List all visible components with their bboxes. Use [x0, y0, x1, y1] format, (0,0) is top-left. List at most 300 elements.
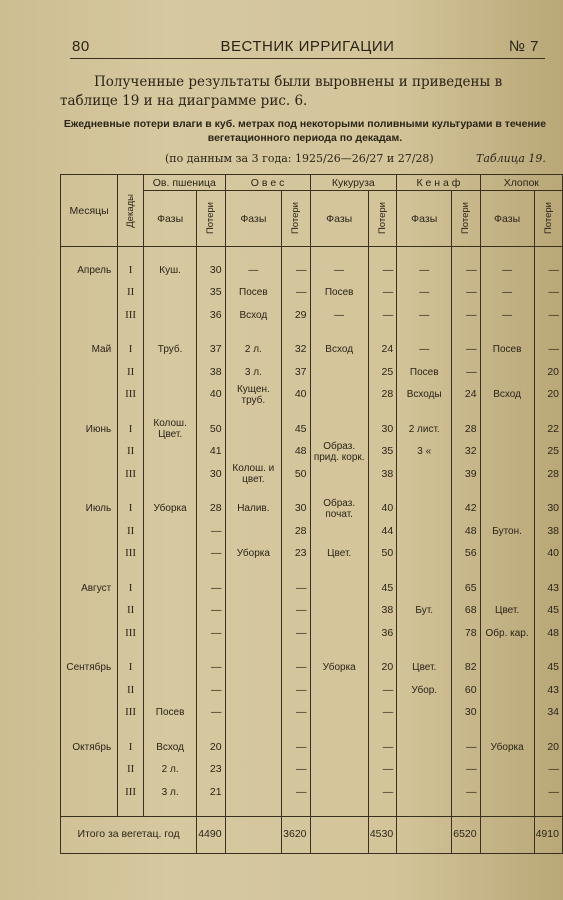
phase-cell: 2 л.	[144, 759, 197, 782]
loss-cell: 28	[282, 520, 310, 543]
phase-cell	[397, 736, 452, 759]
decade-cell: III	[118, 622, 144, 645]
loss-cell: 23	[197, 759, 225, 782]
table-label: Таблица 19.	[476, 152, 546, 165]
phase-cell	[144, 441, 197, 464]
loss-cell: 40	[282, 384, 310, 407]
loss-cell: 30	[197, 463, 225, 486]
phase-cell: —	[397, 259, 452, 282]
header-phases: Фазы	[144, 191, 197, 247]
loss-cell: 28	[534, 463, 562, 486]
loss-cell: 38	[368, 600, 396, 623]
header-crop-kenaf: К е н а ф	[397, 175, 480, 191]
month-cell: Октябрь	[61, 736, 118, 759]
phase-cell: Образ. прид. корк.	[310, 441, 368, 464]
phase-cell	[310, 622, 368, 645]
phase-cell	[144, 361, 197, 384]
phase-cell	[144, 543, 197, 566]
journal-title: ВЕСТНИК ИРРИГАЦИИ	[220, 38, 395, 55]
phase-cell	[480, 441, 534, 464]
decade-cell: III	[118, 384, 144, 407]
loss-cell: —	[197, 622, 225, 645]
decade-cell: III	[118, 304, 144, 327]
loss-cell: —	[452, 339, 480, 362]
header-phases: Фазы	[397, 191, 452, 247]
phase-cell	[397, 759, 452, 782]
loss-cell: —	[452, 736, 480, 759]
header-losses: Потери	[452, 191, 480, 247]
phase-cell	[310, 361, 368, 384]
loss-cell: —	[534, 759, 562, 782]
loss-cell: 40	[368, 498, 396, 521]
loss-cell: 50	[368, 543, 396, 566]
table-row	[61, 361, 563, 384]
loss-cell: 41	[197, 441, 225, 464]
phase-cell	[225, 657, 282, 680]
phase-cell	[225, 679, 282, 702]
phase-cell	[310, 520, 368, 543]
phase-cell: Цвет.	[397, 657, 452, 680]
phase-cell: Бут.	[397, 600, 452, 623]
running-header	[70, 38, 545, 59]
loss-cell: 37	[197, 339, 225, 362]
month-cell	[61, 304, 118, 327]
month-cell	[61, 463, 118, 486]
decade-cell: I	[118, 259, 144, 282]
phase-cell	[225, 702, 282, 725]
decade-cell: II	[118, 282, 144, 305]
loss-cell: —	[368, 781, 396, 804]
loss-cell: 28	[452, 418, 480, 441]
table-row	[61, 498, 563, 521]
loss-cell: 43	[534, 577, 562, 600]
header-crop-oats: О в е с	[225, 175, 310, 191]
table-row	[61, 736, 563, 759]
loss-cell: 29	[282, 304, 310, 327]
phase-cell: Цвет.	[480, 600, 534, 623]
phase-cell: Колош. Цвет.	[144, 418, 197, 441]
decade-cell: I	[118, 418, 144, 441]
header-month: Месяцы	[61, 175, 118, 247]
decade-cell: I	[118, 498, 144, 521]
table-row	[61, 702, 563, 725]
month-cell: Май	[61, 339, 118, 362]
decade-cell: I	[118, 657, 144, 680]
table-row	[61, 679, 563, 702]
phase-cell: Цвет.	[310, 543, 368, 566]
loss-cell: 37	[282, 361, 310, 384]
table-row	[61, 543, 563, 566]
phase-cell: —	[225, 259, 282, 282]
loss-cell: 65	[452, 577, 480, 600]
loss-cell: —	[534, 259, 562, 282]
decade-cell: II	[118, 361, 144, 384]
loss-cell: 20	[534, 384, 562, 407]
loss-cell: 38	[534, 520, 562, 543]
loss-cell: —	[197, 520, 225, 543]
loss-cell: 32	[282, 339, 310, 362]
month-cell: Июнь	[61, 418, 118, 441]
loss-cell: 34	[534, 702, 562, 725]
table-row	[61, 520, 563, 543]
month-cell	[61, 282, 118, 305]
loss-cell: 50	[282, 463, 310, 486]
decade-cell: II	[118, 520, 144, 543]
month-cell	[61, 361, 118, 384]
phase-cell: Труб.	[144, 339, 197, 362]
phase-cell	[310, 702, 368, 725]
phase-cell	[397, 463, 452, 486]
phase-cell	[310, 736, 368, 759]
loss-cell: —	[452, 361, 480, 384]
loss-cell: 44	[368, 520, 396, 543]
loss-cell: —	[282, 622, 310, 645]
header-decade: Декады	[118, 175, 144, 247]
loss-cell: —	[282, 282, 310, 305]
phase-cell: —	[480, 259, 534, 282]
phase-cell	[144, 282, 197, 305]
loss-cell: 35	[197, 282, 225, 305]
decade-cell: II	[118, 679, 144, 702]
phase-cell	[144, 679, 197, 702]
phase-cell: Посев	[310, 282, 368, 305]
phase-cell	[144, 384, 197, 407]
table-row	[61, 622, 563, 645]
loss-cell: 32	[452, 441, 480, 464]
loss-cell: —	[534, 781, 562, 804]
phase-cell	[480, 657, 534, 680]
phase-cell	[144, 304, 197, 327]
loss-cell: 56	[452, 543, 480, 566]
month-cell	[61, 384, 118, 407]
loss-cell: 38	[368, 463, 396, 486]
phase-cell: —	[310, 259, 368, 282]
loss-cell: 78	[452, 622, 480, 645]
phase-cell	[144, 520, 197, 543]
month-cell: Апрель	[61, 259, 118, 282]
phase-cell	[310, 577, 368, 600]
header-losses: Потери	[282, 191, 310, 247]
loss-cell: —	[452, 759, 480, 782]
loss-cell: 42	[452, 498, 480, 521]
table-row	[61, 259, 563, 282]
phase-cell: Бутон.	[480, 520, 534, 543]
phase-cell	[225, 622, 282, 645]
loss-cell: 22	[534, 418, 562, 441]
loss-cell: 50	[197, 418, 225, 441]
loss-cell: —	[368, 679, 396, 702]
month-cell	[61, 759, 118, 782]
phase-cell	[144, 622, 197, 645]
phase-cell	[480, 543, 534, 566]
loss-cell: 40	[534, 543, 562, 566]
phase-cell	[310, 600, 368, 623]
loss-cell: 36	[368, 622, 396, 645]
table-row	[61, 441, 563, 464]
phase-cell: —	[480, 304, 534, 327]
loss-cell: 43	[534, 679, 562, 702]
table-row	[61, 304, 563, 327]
phase-cell: Всходы	[397, 384, 452, 407]
loss-cell: 20	[534, 361, 562, 384]
phase-cell	[310, 759, 368, 782]
phase-cell	[310, 679, 368, 702]
loss-cell: —	[282, 781, 310, 804]
loss-cell: 36	[197, 304, 225, 327]
month-cell: Июль	[61, 498, 118, 521]
issue-number: № 7	[508, 38, 539, 55]
phase-cell: 2 л.	[225, 339, 282, 362]
month-cell	[61, 441, 118, 464]
loss-cell: 38	[197, 361, 225, 384]
decade-cell: III	[118, 463, 144, 486]
total-row	[61, 816, 563, 853]
month-cell: Август	[61, 577, 118, 600]
loss-cell: —	[282, 600, 310, 623]
loss-cell: 48	[452, 520, 480, 543]
loss-cell: —	[368, 304, 396, 327]
table-row	[61, 384, 563, 407]
phase-cell	[310, 418, 368, 441]
header-crop-wheat: Ов. пшеница	[144, 175, 226, 191]
loss-cell: 68	[452, 600, 480, 623]
decade-cell: I	[118, 577, 144, 600]
phase-cell: Всход	[480, 384, 534, 407]
header-phases: Фазы	[310, 191, 368, 247]
loss-cell: 28	[368, 384, 396, 407]
phase-cell: —	[310, 304, 368, 327]
phase-cell	[310, 384, 368, 407]
phase-cell: Уборка	[480, 736, 534, 759]
phase-cell	[310, 781, 368, 804]
loss-cell: 25	[534, 441, 562, 464]
decade-cell: III	[118, 702, 144, 725]
body-paragraph: Полученные результаты были выровнены и приведены в таблице 19 и на диаграмме рис. 6.	[60, 74, 503, 109]
header-crop-corn: Кукуруза	[310, 175, 397, 191]
table-row	[61, 577, 563, 600]
loss-cell: —	[452, 282, 480, 305]
phase-cell: Посев	[480, 339, 534, 362]
header-losses: Потери	[534, 191, 562, 247]
phase-cell: 3 «	[397, 441, 452, 464]
loss-cell: 20	[197, 736, 225, 759]
phase-cell	[480, 781, 534, 804]
loss-cell: —	[534, 282, 562, 305]
loss-cell: —	[368, 259, 396, 282]
loss-cell: 35	[368, 441, 396, 464]
phase-cell: Всход	[144, 736, 197, 759]
header-losses: Потери	[197, 191, 225, 247]
phase-cell: Посев	[397, 361, 452, 384]
total-label: Итого за вегетац. год	[61, 816, 197, 853]
phase-cell: Уборка	[144, 498, 197, 521]
loss-cell: 21	[197, 781, 225, 804]
phase-cell: Посев	[225, 282, 282, 305]
month-cell	[61, 679, 118, 702]
total-value: 6520	[452, 816, 480, 853]
page-number: 80	[72, 38, 90, 55]
loss-cell: 82	[452, 657, 480, 680]
phase-cell	[480, 418, 534, 441]
decade-cell: II	[118, 759, 144, 782]
table-caption: Ежедневные потери влаги в куб. метрах под некоторыми поливными культурами в течение вегетационного периода по декадам.	[63, 118, 547, 144]
phase-cell	[397, 622, 452, 645]
loss-cell: —	[282, 577, 310, 600]
loss-cell: 20	[368, 657, 396, 680]
decade-cell: II	[118, 600, 144, 623]
loss-cell: 45	[368, 577, 396, 600]
phase-cell	[225, 577, 282, 600]
loss-cell: —	[368, 702, 396, 725]
moisture-loss-table	[60, 174, 563, 854]
phase-cell	[225, 600, 282, 623]
loss-cell: —	[534, 304, 562, 327]
loss-cell: —	[282, 679, 310, 702]
loss-cell: 30	[534, 498, 562, 521]
loss-cell: —	[452, 304, 480, 327]
loss-cell: 45	[534, 600, 562, 623]
table-row	[61, 657, 563, 680]
loss-cell: —	[282, 702, 310, 725]
phase-cell: Колош. и цвет.	[225, 463, 282, 486]
decade-cell: I	[118, 736, 144, 759]
loss-cell: —	[282, 759, 310, 782]
phase-cell	[480, 577, 534, 600]
total-value: 4910	[534, 816, 562, 853]
loss-cell: 60	[452, 679, 480, 702]
loss-cell: 23	[282, 543, 310, 566]
phase-cell: Обр. кар.	[480, 622, 534, 645]
month-cell	[61, 520, 118, 543]
loss-cell: 48	[282, 441, 310, 464]
phase-cell: Всход	[310, 339, 368, 362]
decade-cell: II	[118, 441, 144, 464]
loss-cell: 20	[534, 736, 562, 759]
loss-cell: 39	[452, 463, 480, 486]
loss-cell: 30	[197, 259, 225, 282]
phase-cell	[397, 520, 452, 543]
phase-cell	[225, 520, 282, 543]
loss-cell: 24	[368, 339, 396, 362]
table-row	[61, 781, 563, 804]
total-value: 4490	[197, 816, 225, 853]
month-cell: Сентябрь	[61, 657, 118, 680]
loss-cell: —	[282, 736, 310, 759]
phase-cell: Посев	[144, 702, 197, 725]
phase-cell	[480, 759, 534, 782]
decade-cell: I	[118, 339, 144, 362]
loss-cell: —	[197, 702, 225, 725]
loss-cell: 24	[452, 384, 480, 407]
month-cell	[61, 600, 118, 623]
loss-cell: —	[197, 543, 225, 566]
loss-cell: 25	[368, 361, 396, 384]
phase-cell	[225, 781, 282, 804]
table-row	[61, 759, 563, 782]
table-row	[61, 339, 563, 362]
phase-cell: —	[397, 282, 452, 305]
phase-cell: Образ. почат.	[310, 498, 368, 521]
month-cell	[61, 622, 118, 645]
loss-cell: —	[197, 657, 225, 680]
header-phases: Фазы	[225, 191, 282, 247]
phase-cell: Всход	[225, 304, 282, 327]
table-row	[61, 282, 563, 305]
phase-cell: Уборка	[225, 543, 282, 566]
month-cell	[61, 543, 118, 566]
loss-cell: 30	[452, 702, 480, 725]
phase-cell	[480, 361, 534, 384]
phase-cell: 3 л.	[144, 781, 197, 804]
phase-cell: —	[397, 304, 452, 327]
total-value: 3620	[282, 816, 310, 853]
source-note: (по данным за 3 года: 1925/26—26/27 и 27/28)	[165, 152, 434, 165]
phase-cell	[225, 759, 282, 782]
phase-cell: Налив.	[225, 498, 282, 521]
phase-cell	[144, 577, 197, 600]
phase-cell: Убор.	[397, 679, 452, 702]
month-cell	[61, 702, 118, 725]
phase-cell	[144, 463, 197, 486]
phase-cell	[397, 498, 452, 521]
loss-cell: —	[534, 339, 562, 362]
loss-cell: —	[368, 736, 396, 759]
phase-cell	[225, 441, 282, 464]
loss-cell: —	[452, 259, 480, 282]
phase-cell	[397, 702, 452, 725]
phase-cell	[225, 418, 282, 441]
phase-cell	[225, 736, 282, 759]
phase-cell	[480, 702, 534, 725]
loss-cell: —	[452, 781, 480, 804]
header-crop-cotton: Хлопок	[480, 175, 562, 191]
loss-cell: —	[368, 282, 396, 305]
phase-cell	[397, 543, 452, 566]
loss-cell: —	[282, 657, 310, 680]
phase-cell: Куш.	[144, 259, 197, 282]
phase-cell	[310, 463, 368, 486]
loss-cell: —	[282, 259, 310, 282]
table-row	[61, 463, 563, 486]
loss-cell: 48	[534, 622, 562, 645]
decade-cell: III	[118, 543, 144, 566]
loss-cell: 30	[282, 498, 310, 521]
table-row	[61, 600, 563, 623]
phase-cell: —	[480, 282, 534, 305]
phase-cell	[480, 463, 534, 486]
loss-cell: 40	[197, 384, 225, 407]
decade-cell: III	[118, 781, 144, 804]
loss-cell: 28	[197, 498, 225, 521]
month-cell	[61, 781, 118, 804]
phase-cell	[480, 679, 534, 702]
loss-cell: —	[368, 759, 396, 782]
loss-cell: 45	[534, 657, 562, 680]
loss-cell: 30	[368, 418, 396, 441]
phase-cell: Уборка	[310, 657, 368, 680]
header-phases: Фазы	[480, 191, 534, 247]
loss-cell: —	[197, 600, 225, 623]
phase-cell	[397, 577, 452, 600]
phase-cell: Кущен. труб.	[225, 384, 282, 407]
phase-cell	[144, 657, 197, 680]
phase-cell	[144, 600, 197, 623]
phase-cell: 3 л.	[225, 361, 282, 384]
phase-cell	[397, 781, 452, 804]
phase-cell: —	[397, 339, 452, 362]
header-losses: Потери	[368, 191, 396, 247]
loss-cell: 45	[282, 418, 310, 441]
